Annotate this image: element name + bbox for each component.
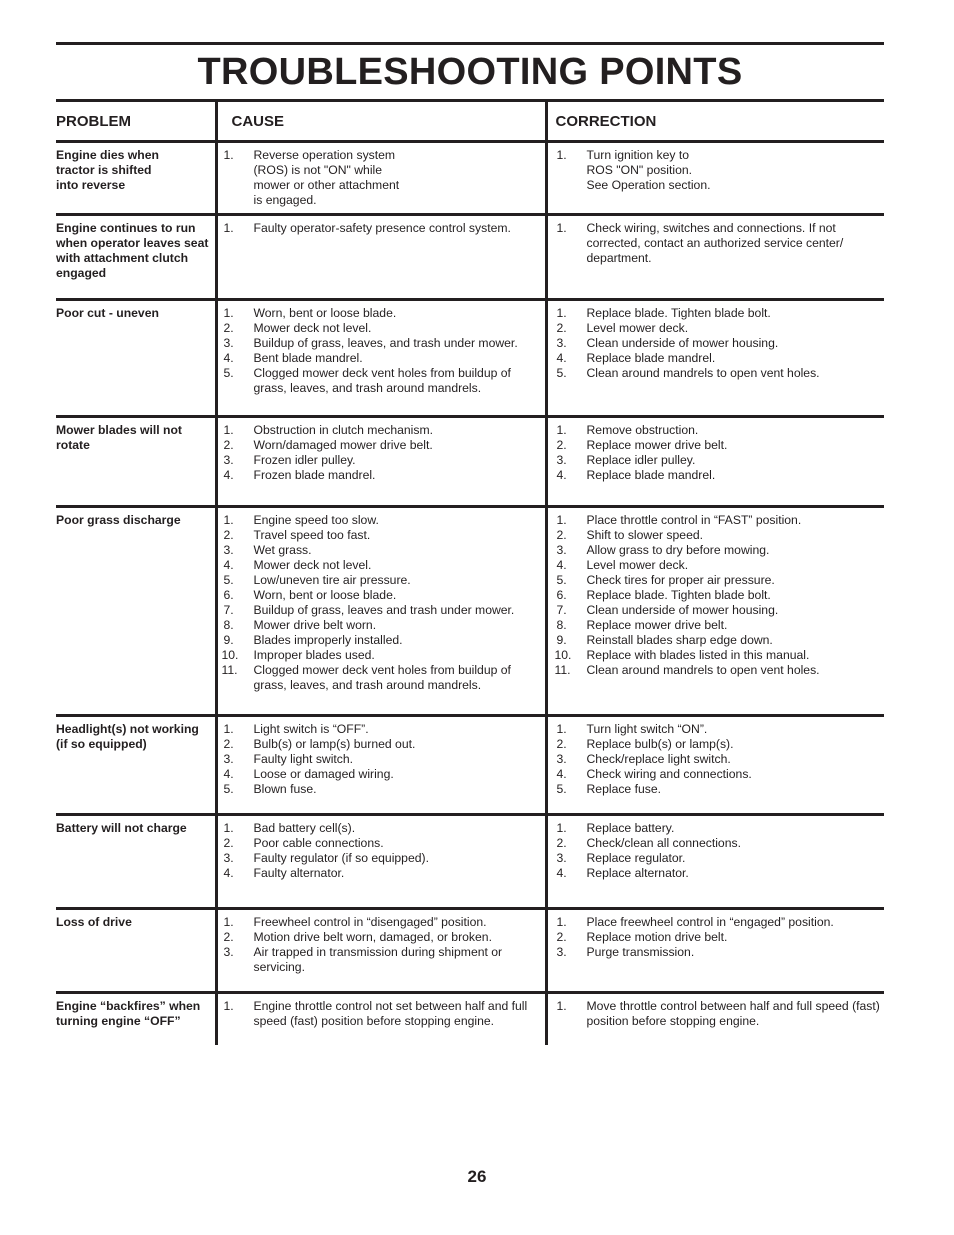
correction-cell <box>546 417 884 507</box>
item-text: Travel speed too fast. <box>253 528 371 542</box>
list-item <box>222 851 545 866</box>
list-item <box>555 366 885 381</box>
header-correction: CORRECTION <box>546 102 884 142</box>
item-text: Check/replace light switch. <box>586 752 731 766</box>
item-text: Obstruction in clutch mechanism. <box>253 423 433 437</box>
list-item <box>222 930 545 945</box>
item-text: Engine throttle control not set between half and full speed (fast) position before stopping engine. <box>253 999 528 1028</box>
item-number: 1. <box>223 423 234 437</box>
header-problem: PROBLEM <box>56 102 216 142</box>
list-item <box>555 752 885 767</box>
item-text: Blown fuse. <box>253 782 317 796</box>
item-text: Replace mower drive belt. <box>586 438 728 452</box>
item-text: Light switch is “OFF”. <box>253 722 369 736</box>
item-number: 9. <box>556 633 567 647</box>
item-text: Clogged mower deck vent holes from buildup of grass, leaves, and trash around mandrels. <box>253 366 511 395</box>
item-text: Bad battery cell(s). <box>253 821 356 835</box>
item-number: 2. <box>556 836 567 850</box>
item-text: Replace blade. Tighten blade bolt. <box>586 588 771 602</box>
item-text: Mower deck not level. <box>253 321 372 335</box>
cause-list <box>222 423 545 483</box>
item-number: 1. <box>556 821 567 835</box>
item-number: 6. <box>223 588 234 602</box>
item-text: Clean around mandrels to open vent holes. <box>586 366 820 380</box>
problem-cell: Mower blades will not rotate <box>56 417 216 507</box>
item-number: 5. <box>556 573 567 587</box>
item-text: Faulty alternator. <box>253 866 345 880</box>
list-item <box>222 423 545 438</box>
item-number: 3. <box>223 543 234 557</box>
item-number: 11. <box>554 663 571 677</box>
correction-list <box>555 148 885 193</box>
table-row <box>56 300 884 417</box>
table-row <box>56 507 884 716</box>
item-text: Bent blade mandrel. <box>253 351 363 365</box>
cause-cell <box>216 142 546 215</box>
list-item <box>222 752 545 767</box>
list-item <box>222 366 545 396</box>
item-text: Mower deck not level. <box>253 558 372 572</box>
table-row <box>56 215 884 300</box>
item-text: Replace blade. Tighten blade bolt. <box>586 306 771 320</box>
item-number: 1. <box>223 221 234 235</box>
correction-list <box>555 306 885 381</box>
item-number: 2. <box>223 321 234 335</box>
table-row <box>56 716 884 815</box>
item-text: Check wiring and connections. <box>586 767 752 781</box>
item-text: Worn/damaged mower drive belt. <box>253 438 433 452</box>
correction-cell <box>546 815 884 909</box>
item-text: Improper blades used. <box>253 648 375 662</box>
item-text: Freewheel control in “disengaged” position. <box>253 915 487 929</box>
list-item <box>222 618 545 633</box>
cause-list <box>222 306 545 396</box>
list-item <box>222 633 545 648</box>
item-number: 4. <box>556 558 567 572</box>
item-number: 3. <box>556 336 567 350</box>
item-text: Check wiring, switches and connections. If not corrected, contact an authorized service center/ department. <box>586 221 844 265</box>
list-item <box>555 866 885 881</box>
item-text: Replace idler pulley. <box>586 453 696 467</box>
table-body <box>56 142 884 1045</box>
cause-list <box>222 999 545 1029</box>
page-title: TROUBLESHOOTING POINTS <box>197 51 743 93</box>
item-text: Turn ignition key to ROS "ON" position. See Operation section. <box>586 148 711 192</box>
troubleshooting-table <box>56 102 884 1045</box>
list-item <box>222 351 545 366</box>
item-text: Replace regulator. <box>586 851 686 865</box>
item-number: 10. <box>221 648 239 662</box>
list-item <box>555 468 885 483</box>
item-number: 1. <box>556 306 567 320</box>
correction-list <box>555 423 885 483</box>
cause-cell <box>216 417 546 507</box>
item-text: Replace blade mandrel. <box>586 468 716 482</box>
item-number: 4. <box>223 767 234 781</box>
item-number: 4. <box>556 351 567 365</box>
item-text: Replace motion drive belt. <box>586 930 728 944</box>
item-number: 3. <box>556 453 567 467</box>
item-number: 2. <box>556 528 567 542</box>
list-item <box>555 737 885 752</box>
cause-list <box>222 513 545 693</box>
table-row <box>56 417 884 507</box>
item-number: 1. <box>223 999 234 1013</box>
correction-cell <box>546 507 884 716</box>
item-number: 3. <box>223 336 234 350</box>
page-number: 26 <box>467 1167 487 1186</box>
header-cause: CAUSE <box>216 102 546 142</box>
list-item <box>555 528 885 543</box>
list-item <box>555 915 885 930</box>
item-number: 8. <box>556 618 567 632</box>
item-text: Buildup of grass, leaves, and trash under mower. <box>253 336 518 350</box>
list-item <box>222 866 545 881</box>
item-text: Level mower deck. <box>586 321 689 335</box>
item-text: Motion drive belt worn, damaged, or broken. <box>253 930 492 944</box>
item-text: Clean underside of mower housing. <box>586 336 779 350</box>
list-item <box>555 573 885 588</box>
item-number: 2. <box>223 930 234 944</box>
cause-cell <box>216 716 546 815</box>
cause-cell <box>216 300 546 417</box>
item-number: 2. <box>556 930 567 944</box>
item-text: Buildup of grass, leaves and trash under mower. <box>253 603 515 617</box>
problem-cell: Engine continues to run when operator leaves seat with attachment clutch engaged <box>56 215 216 300</box>
item-text: Place freewheel control in “engaged” position. <box>586 915 834 929</box>
item-number: 4. <box>556 468 567 482</box>
list-item <box>555 336 885 351</box>
list-item <box>222 945 545 975</box>
item-number: 7. <box>556 603 567 617</box>
item-text: Low/uneven tire air pressure. <box>253 573 411 587</box>
list-item <box>222 543 545 558</box>
list-item <box>222 648 545 663</box>
problem-cell: Battery will not charge <box>56 815 216 909</box>
item-text: Faulty operator-safety presence control system. <box>253 221 511 235</box>
list-item <box>555 438 885 453</box>
list-item <box>222 836 545 851</box>
list-item <box>222 603 545 618</box>
item-number: 6. <box>556 588 567 602</box>
item-number: 5. <box>223 573 234 587</box>
item-number: 3. <box>223 752 234 766</box>
item-number: 5. <box>223 366 234 380</box>
item-text: Bulb(s) or lamp(s) burned out. <box>253 737 416 751</box>
item-number: 5. <box>556 366 567 380</box>
cause-cell <box>216 215 546 300</box>
list-item <box>222 782 545 797</box>
item-number: 2. <box>223 528 234 542</box>
correction-cell <box>546 909 884 993</box>
item-text: Move throttle control between half and full speed (fast) position before stopping engine. <box>586 999 880 1028</box>
item-number: 1. <box>556 915 567 929</box>
item-text: Level mower deck. <box>586 558 689 572</box>
correction-list <box>555 513 885 678</box>
correction-list <box>555 999 885 1029</box>
item-number: 1. <box>556 999 567 1013</box>
correction-cell <box>546 300 884 417</box>
list-item <box>222 306 545 321</box>
item-number: 3. <box>556 752 567 766</box>
problem-cell: Loss of drive <box>56 909 216 993</box>
list-item <box>222 722 545 737</box>
item-number: 1. <box>223 821 234 835</box>
cause-cell <box>216 993 546 1045</box>
item-text: Frozen idler pulley. <box>253 453 356 467</box>
problem-cell: Engine “backfires” when turning engine “OFF” <box>56 999 201 1028</box>
item-number: 3. <box>223 453 234 467</box>
table-header-row <box>56 102 884 142</box>
item-number: 2. <box>223 836 234 850</box>
list-item <box>555 930 885 945</box>
list-item <box>555 423 885 438</box>
item-text: Replace alternator. <box>586 866 689 880</box>
item-text: Turn light switch “ON”. <box>586 722 708 736</box>
list-item <box>222 221 545 236</box>
list-item <box>222 821 545 836</box>
item-number: 10. <box>554 648 572 662</box>
item-text: Replace battery. <box>586 821 675 835</box>
cause-cell <box>216 815 546 909</box>
problem-cell: Headlight(s) not working (if so equipped) <box>56 716 216 815</box>
item-number: 1. <box>556 148 567 162</box>
list-item <box>222 737 545 752</box>
list-item <box>555 603 885 618</box>
item-text: Replace mower drive belt. <box>586 618 728 632</box>
list-item <box>555 148 885 193</box>
table-row <box>56 815 884 909</box>
correction-cell <box>546 215 884 300</box>
list-item <box>222 915 545 930</box>
item-number: 8. <box>223 618 234 632</box>
list-item <box>555 351 885 366</box>
item-text: Remove obstruction. <box>586 423 699 437</box>
item-text: Replace with blades listed in this manual. <box>586 648 810 662</box>
item-number: 3. <box>556 543 567 557</box>
list-item <box>555 618 885 633</box>
list-item <box>222 767 545 782</box>
problem-cell: Engine dies when tractor is shifted into reverse <box>56 142 216 215</box>
item-number: 2. <box>556 438 567 452</box>
cause-list <box>222 915 545 975</box>
item-number: 4. <box>223 558 234 572</box>
correction-cell <box>546 142 884 215</box>
list-item <box>555 543 885 558</box>
item-number: 1. <box>556 513 567 527</box>
list-item <box>555 722 885 737</box>
list-item <box>555 663 885 678</box>
list-item <box>555 648 885 663</box>
correction-list <box>555 821 885 881</box>
list-item <box>222 999 545 1029</box>
list-item <box>555 767 885 782</box>
item-number: 4. <box>223 468 234 482</box>
item-text: Clogged mower deck vent holes from buildup of grass, leaves, and trash around mandrels. <box>253 663 511 692</box>
item-number: 7. <box>223 603 234 617</box>
table-row <box>56 142 884 215</box>
list-item <box>555 306 885 321</box>
item-number: 1. <box>556 722 567 736</box>
item-number: 2. <box>556 737 567 751</box>
list-item <box>555 633 885 648</box>
item-text: Faulty regulator (if so equipped). <box>253 851 429 865</box>
item-text: Reinstall blades sharp edge down. <box>586 633 773 647</box>
item-text: Worn, bent or loose blade. <box>253 306 397 320</box>
item-number: 1. <box>223 513 234 527</box>
item-number: 4. <box>556 767 567 781</box>
cause-list <box>222 148 545 208</box>
list-item <box>222 468 545 483</box>
item-text: Allow grass to dry before mowing. <box>586 543 770 557</box>
list-item <box>555 453 885 468</box>
item-number: 2. <box>556 321 567 335</box>
item-text: Reverse operation system (ROS) is not "ON" while mower or other attachment is engaged. <box>253 148 400 207</box>
correction-cell <box>546 716 884 815</box>
list-item <box>222 321 545 336</box>
cause-list <box>222 821 545 881</box>
correction-cell <box>546 993 884 1045</box>
item-text: Purge transmission. <box>586 945 695 959</box>
item-number: 1. <box>223 148 234 162</box>
list-item <box>555 321 885 336</box>
list-item <box>555 821 885 836</box>
correction-list <box>555 915 885 960</box>
list-item <box>555 513 885 528</box>
item-text: Wet grass. <box>253 543 312 557</box>
list-item <box>222 148 545 208</box>
item-text: Air trapped in transmission during shipment or servicing. <box>253 945 503 974</box>
item-text: Frozen blade mandrel. <box>253 468 376 482</box>
item-text: Shift to slower speed. <box>586 528 704 542</box>
item-text: Check tires for proper air pressure. <box>586 573 775 587</box>
item-text: Loose or damaged wiring. <box>253 767 394 781</box>
item-text: Poor cable connections. <box>253 836 384 850</box>
list-item <box>555 588 885 603</box>
item-text: Worn, bent or loose blade. <box>253 588 397 602</box>
item-text: Replace blade mandrel. <box>586 351 716 365</box>
item-number: 3. <box>223 851 234 865</box>
item-number: 4. <box>223 351 234 365</box>
list-item <box>555 851 885 866</box>
correction-list <box>555 722 885 797</box>
list-item <box>222 336 545 351</box>
cause-list <box>222 221 545 236</box>
problem-cell: Poor grass discharge <box>56 507 216 716</box>
cause-list <box>222 722 545 797</box>
list-item <box>222 438 545 453</box>
list-item <box>555 945 885 960</box>
item-text: Replace fuse. <box>586 782 662 796</box>
item-number: 5. <box>223 782 234 796</box>
list-item <box>222 588 545 603</box>
cause-cell <box>216 909 546 993</box>
item-text: Replace bulb(s) or lamp(s). <box>586 737 734 751</box>
item-number: 1. <box>223 306 234 320</box>
list-item <box>222 663 545 693</box>
list-item <box>555 558 885 573</box>
list-item <box>555 836 885 851</box>
item-number: 4. <box>556 866 567 880</box>
list-item <box>555 782 885 797</box>
item-number: 3. <box>556 851 567 865</box>
list-item <box>222 513 545 528</box>
cause-cell <box>216 507 546 716</box>
item-number: 1. <box>223 915 234 929</box>
item-text: Check/clean all connections. <box>586 836 741 850</box>
list-item <box>222 573 545 588</box>
list-item <box>222 558 545 573</box>
troubleshooting-page <box>56 42 884 1045</box>
item-text: Engine speed too slow. <box>253 513 379 527</box>
problem-cell: Poor cut - uneven <box>56 300 216 417</box>
item-text: Blades improperly installed. <box>253 633 403 647</box>
list-item <box>555 221 885 266</box>
item-text: Clean around mandrels to open vent holes. <box>586 663 820 677</box>
table-row <box>56 993 884 1045</box>
item-text: Mower drive belt worn. <box>253 618 377 632</box>
item-number: 9. <box>223 633 234 647</box>
item-number: 1. <box>556 423 567 437</box>
item-number: 3. <box>223 945 234 959</box>
item-number: 1. <box>223 722 234 736</box>
item-text: Clean underside of mower housing. <box>586 603 779 617</box>
item-number: 1. <box>556 221 567 235</box>
list-item <box>222 528 545 543</box>
correction-list <box>555 221 885 266</box>
item-number: 2. <box>223 438 234 452</box>
item-number: 2. <box>223 737 234 751</box>
item-number: 5. <box>556 782 567 796</box>
item-number: 11. <box>221 663 238 677</box>
item-number: 4. <box>223 866 234 880</box>
list-item <box>555 999 885 1029</box>
table-row <box>56 909 884 993</box>
item-number: 3. <box>556 945 567 959</box>
item-text: Faulty light switch. <box>253 752 354 766</box>
list-item <box>222 453 545 468</box>
item-text: Place throttle control in “FAST” position. <box>586 513 802 527</box>
